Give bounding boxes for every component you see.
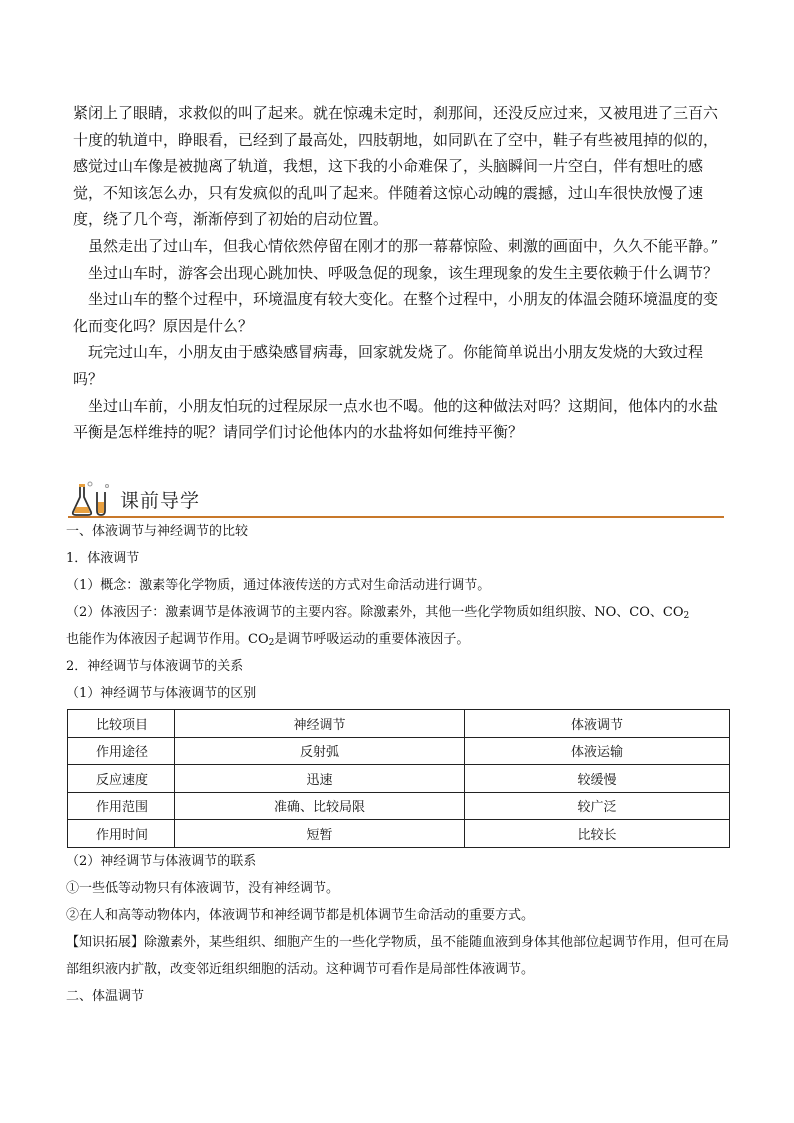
co2-subscript: 2 [268,638,275,648]
flask-icon [70,480,114,518]
link-title: （2）神经调节与体液调节的联系 [66,853,257,869]
heading-2: 二、体温调节 [66,988,145,1004]
factor-text-cont [66,626,730,653]
factor-text-b: 也能作为体液因子起调节作用。CO [66,632,269,647]
table-cell: 体液运输 [465,737,730,765]
table-row [68,792,730,820]
comparison-table [67,709,730,848]
table-header-cell: 体液调节 [465,710,730,738]
question-3: 玩完过山车，小朋友由于感染感冒病毒，回家就发烧了。你能简单说出小朋友发烧的大致过程吗？ [73,343,704,388]
table-header-row [68,710,730,738]
table-cell: 较缓慢 [465,765,730,793]
table-row [68,765,730,793]
table-row [68,737,730,765]
table-row [68,820,730,848]
subheading-1: 1．体液调节 [66,551,140,566]
section-title: 课前导学 [120,490,201,512]
subheading-2: 2．神经调节与体液调节的关系 [66,659,244,674]
factor-text-c: 是调节呼吸运动的重要体液因子。 [274,632,470,647]
factor-text [66,599,730,626]
link-item-2: ②在人和高等动物体内，体液调节和神经调节都是机体调节生命活动的重要方式。 [66,907,535,923]
question-4: 坐过山车前，小朋友怕玩的过程尿尿一点水也不喝。他的这种做法对吗？这期间，他体内的水盐平衡是怎样维持的呢？请同学们讨论他体内的水盐将如何维持平衡？ [73,396,719,442]
table-caption: （1）神经调节与体液调节的区别 [66,686,257,701]
table-cell: 作用范围 [68,792,175,820]
table-cell: 反射弧 [175,737,465,765]
story-text [73,100,723,446]
guide-content [66,518,730,1010]
table-cell: 短暂 [175,820,465,848]
knowledge-extension [66,929,730,983]
question-2: 坐过山车的整个过程中，环境温度有较大变化。在整个过程中，小朋友的体温会随环境温度的变化而变化吗？原因是什么？ [73,290,719,335]
factor-text-a: （2）体液因子：激素调节是体液调节的主要内容。除激素外，其他一些化学物质如组织胺、NO、CO、CO [66,605,684,620]
co2-subscript: 2 [683,611,690,621]
question-1: 坐过山车时，游客会出现心跳加快、呼吸急促的现象，该生理现象的发生主要依赖于什么调节？ [88,263,719,282]
table-cell: 作用途径 [68,737,175,765]
table-header-cell: 比较项目 [68,710,175,738]
table-cell: 作用时间 [68,820,175,848]
table-cell: 比较长 [465,820,730,848]
story-paragraph: 紧闭上了眼睛，求救似的叫了起来。就在惊魂未定时，刹那间，还没反应过来，又被甩进了三百六十度的轨道中，睁眼看，已经到了最高处，四肢朝地，如同趴在了空中，鞋子有些被甩掉的似的，感觉过山车像是被抛离了轨道，我想，这下我的小命难保了，头脑瞬间一片空白，伴有想吐的感觉，不知该怎么办，只有发疯似的乱叫了起来。伴随着这惊心动魄的震撼，过山车很快放慢了速度，绕了几个弯，渐渐停到了初始的启动位置。 [73,104,719,229]
table-cell: 迅速 [175,765,465,793]
extension-text: 除激素外，某些组织、细胞产生的一些化学物质，虽不能随血液到身体其他部位起调节作用，但可在局部组织液内扩散，改变邻近组织细胞的活动。这种调节可看作是局部性体液调节。 [66,934,730,977]
link-item-1: ①一些低等动物只有体液调节，没有神经调节。 [66,880,340,896]
section-header [68,480,724,520]
table-cell: 反应速度 [68,765,175,793]
story-paragraph: 虽然走出了过山车，但我心情依然停留在刚才的那一幕幕惊险、刺激的画面中，久久不能平静。” [88,236,719,255]
concept-text: （1）概念：激素等化学物质，通过体液传送的方式对生命活动进行调节。 [66,578,491,593]
table-header-cell: 神经调节 [175,710,465,738]
heading-1: 一、体液调节与神经调节的比较 [66,524,249,539]
table-cell: 较广泛 [465,792,730,820]
table-cell: 准确、比较局限 [175,792,465,820]
extension-tag: 【知识拓展】 [66,934,145,950]
